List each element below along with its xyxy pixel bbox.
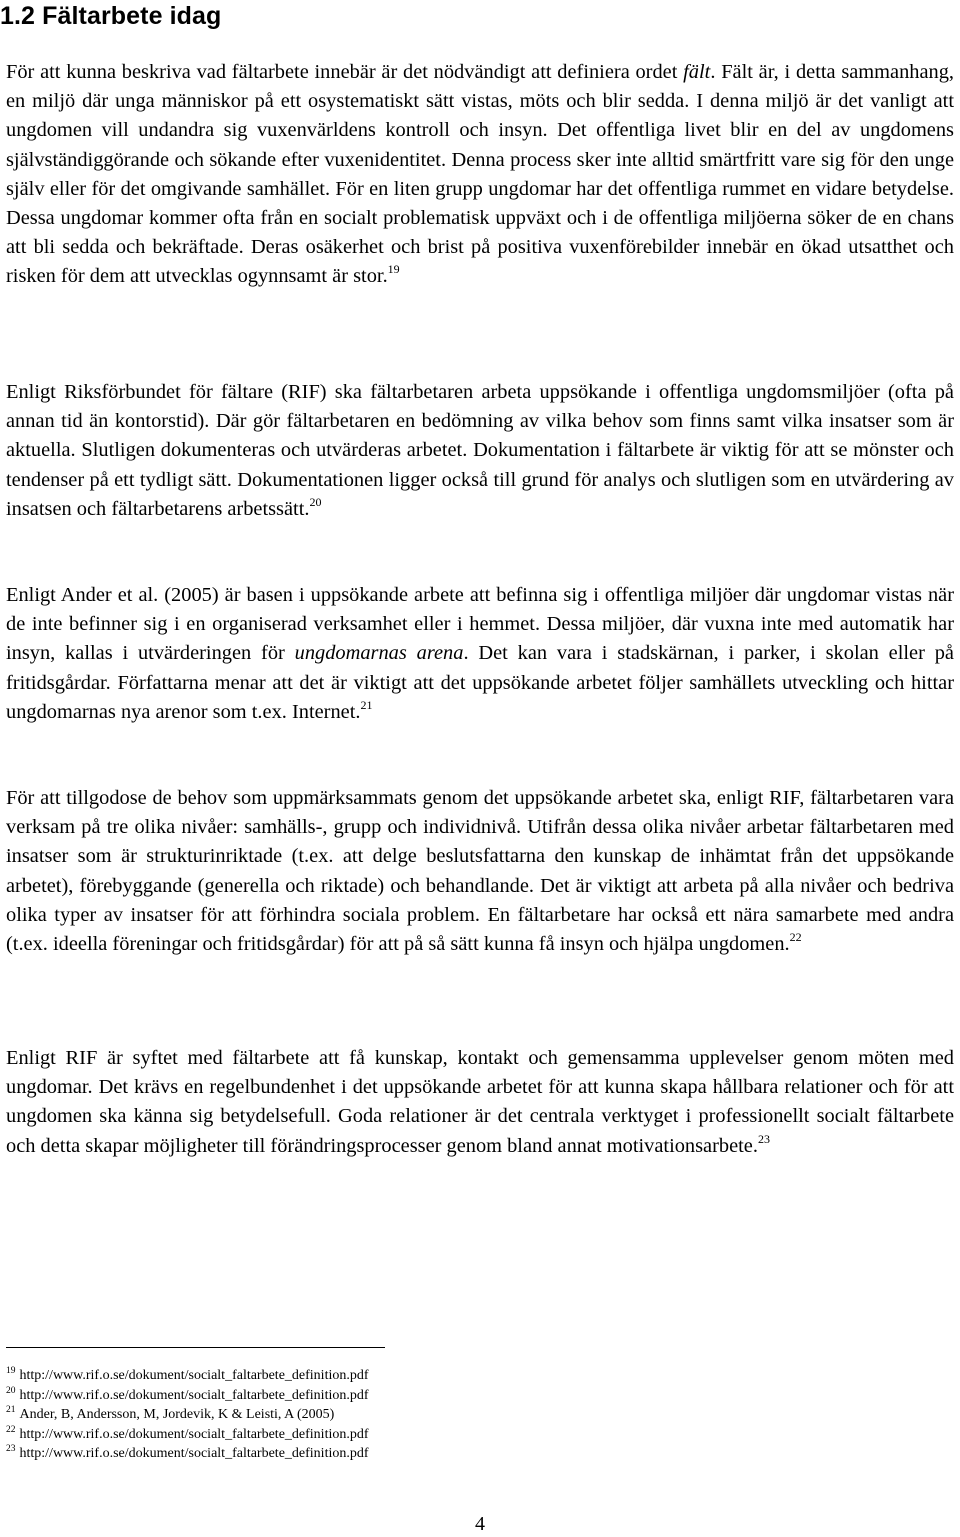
- paragraph-ander: [6, 581, 954, 727]
- paragraph-rif-tasks: [6, 378, 954, 524]
- footnote-separator: [6, 1347, 385, 1348]
- footnote-text: http://www.rif.o.se/dokument/socialt_faltarbete_definition.pdf: [19, 1426, 369, 1442]
- footnote-number: 19: [6, 1366, 16, 1376]
- emphasis-term: ungdomarnas arena: [294, 642, 464, 665]
- paragraph-levels: [6, 784, 954, 959]
- emphasis-term: fält: [683, 61, 711, 83]
- footnote-ref: 20: [309, 494, 322, 509]
- footnote-text: http://www.rif.o.se/dokument/socialt_faltarbete_definition.pdf: [19, 1368, 369, 1383]
- footnote-number: 23: [6, 1444, 16, 1454]
- footnote-list: [6, 1366, 369, 1464]
- footnote-ref: 19: [387, 262, 400, 277]
- paragraph-field-definition: [6, 58, 954, 292]
- paragraph-purpose: [6, 1044, 954, 1161]
- footnote-item: [6, 1425, 369, 1445]
- footnote-ref: 23: [757, 1131, 770, 1146]
- footnote-text: http://www.rif.o.se/dokument/socialt_faltarbete_definition.pdf: [19, 1446, 369, 1461]
- paragraph-text: För att tillgodose de behov som uppmärksammats genom det uppsökande arbetet ska, enligt RIF, fältarbetaren vara verksam på tre olika nivåer: samhälls-, grupp och individnivå. Utifrån dessa olika nivåer arbetar fältarbetaren med insatser som är strukturinriktade (t.ex. att delge beslutsfattarna den kunskap de inhämtat från det uppsökande arbetet), förebyggande (generella och riktade) och behandlande. Det är viktigt att arbeta på alla nivåer och bedriva olika typer av insatser för att förhindra sociala problem. En fältarbetare har också ett nära samarbete med andra (t.ex. ideella föreningar och fritidsgårdar) för att på så sätt kunna få insyn och hjälpa ungdomen.: [6, 787, 954, 956]
- page-number: 4: [475, 1513, 485, 1535]
- footnote-text: http://www.rif.o.se/dokument/socialt_faltarbete_definition.pdf: [19, 1387, 369, 1403]
- paragraph-text: Enligt Riksförbundet för fältare (RIF) ska fältarbetaren arbeta uppsökande i offentliga ungdomsmiljöer (ofta på annan tid än kontorstid). Där gör fältarbetaren en bedömning av vilka behov som finns samt vilka insatser som är aktuella. Slutligen dokumenteras och utvärderas arbetet. Dokumentation i fältarbete är viktig för att se mönster och tendenser på ett tydligt sätt. Dokumentationen ligger också till grund för analys och slutligen som en utvärdering av insatsen och fältarbetarens arbetssätt.: [6, 381, 954, 520]
- paragraph-text: Enligt RIF är syftet med fältarbete att få kunskap, kontakt och gemensamma upplevelser genom möten med ungdomar. Det krävs en regelbundenhet i det uppsökande arbetet för att kunna skapa hållbara relationer och för att ungdomen ska känna sig betydelsefull. Goda relationer är det centrala verktyget i professionellt socialt fältarbete och detta skapar möjligheter till förändringsprocesser genom bland annat motivationsarbete.: [6, 1047, 954, 1157]
- section-heading: 1.2 Fältarbete idag: [0, 2, 222, 30]
- footnote-item: [6, 1405, 369, 1425]
- footnote-ref: 21: [360, 697, 373, 712]
- footnote-text: Ander, B, Andersson, M, Jordevik, K & Leisti, A (2005): [19, 1407, 335, 1422]
- paragraph-text: . Det kan vara i stadskärnan, i parker, i skolan eller på fritidsgårdar. Författarna menar att det är viktigt att det uppsökande arbetet följer samhällets utveckling och hittar ungdomarnas nya arenor som t.ex. Internet.: [6, 642, 954, 723]
- footnote-item: [6, 1444, 369, 1464]
- footnote-item: [6, 1386, 369, 1406]
- footnote-number: 20: [6, 1385, 16, 1396]
- footnote-number: 22: [6, 1424, 16, 1435]
- paragraph-text: Enligt Ander et al. (2005) är basen i uppsökande arbete att befinna sig i offentliga miljöer där ungdomar vistas när de inte befinner sig i en organiserad verksamhet eller i hemmet. Dessa miljöer, där vuxna inte med automatik har insyn, kallas i utvärderingen för: [6, 584, 954, 665]
- footnote-ref: 22: [789, 930, 802, 945]
- paragraph-text: För att kunna beskriva vad fältarbete innebär är det nödvändigt att definiera ordet: [6, 61, 684, 83]
- footnote-item: [6, 1366, 369, 1386]
- footnote-number: 21: [6, 1405, 16, 1415]
- paragraph-text: . Fält är, i detta sammanhang, en miljö där unga människor på ett osystematiskt sätt vistas, möts och blir sedda. I denna miljö är det vanligt att ungdomen vill undandra sig vuxenvärldens kontroll och insyn. Det offentliga livet blir en del av ungdomens självständiggörande och sökande efter vuxenidentitet. Denna process sker inte alltid smärtfritt vare sig för den unge själv eller för det omgivande samhället. För en liten grupp ungdomar har det offentliga rummet en vidare betydelse. Dessa ungdomar kommer ofta från en socialt problematisk uppväxt och i de offentliga miljöerna söker de en chans att bli sedda och bekräftade. Deras osäkerhet och brist på positiva vuxenförebilder innebär en ökad utsatthet och risken för dem att utvecklas ogynnsamt är stor.: [6, 61, 955, 288]
